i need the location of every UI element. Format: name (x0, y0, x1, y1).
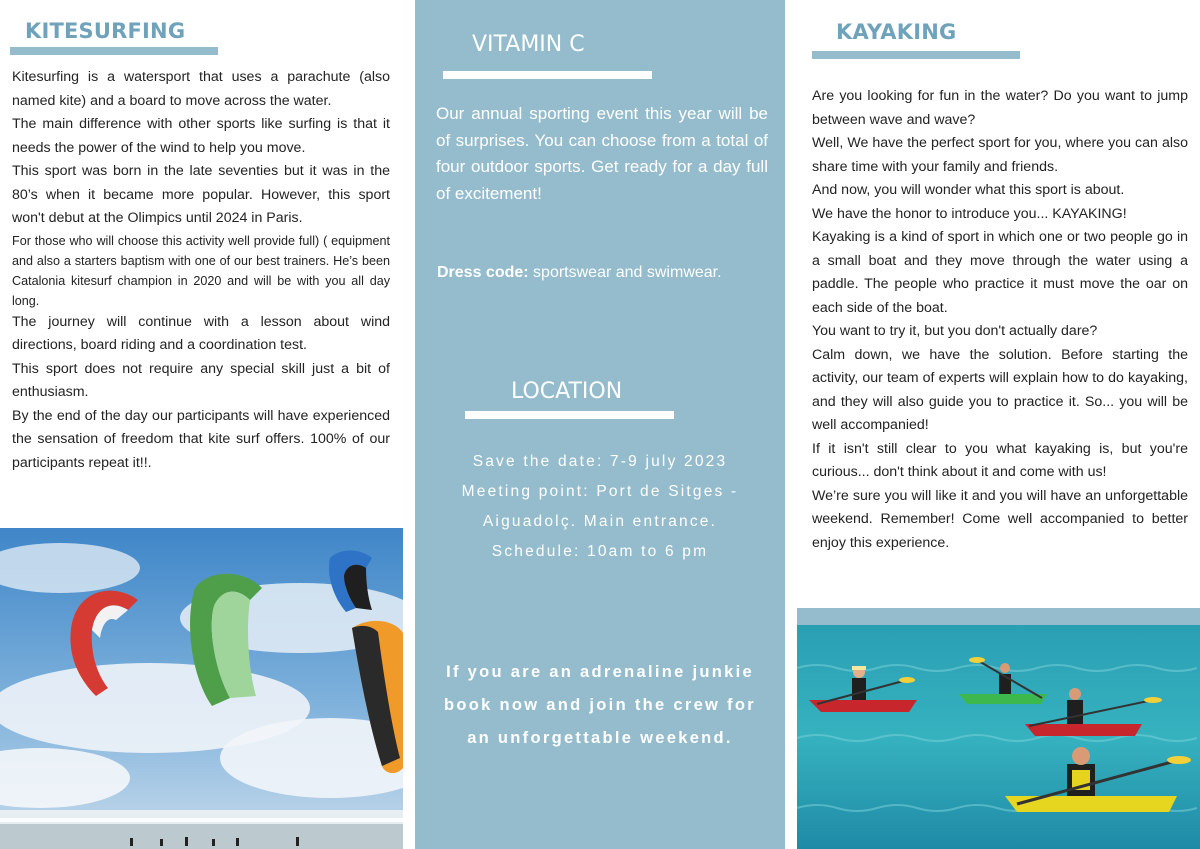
kite-paragraph: Kitesurfing is a watersport that uses a parachute (also named kite) and a board to move across the water. (12, 69, 390, 109)
kitesurfing-rule (10, 47, 218, 55)
kayak-paragraph: Are you looking for fun in the water? Do you want to jump between wave and wave? (812, 88, 1188, 128)
dress-code-label: Dress code: (437, 264, 529, 281)
kayak-paragraph: Kayaking is a kind of sport in which one or two people go in a small boat and they move through the water using a paddle. The people who practice it must move the oar on each side of the boat. (812, 229, 1188, 316)
kite-paragraph: The main difference with other sports like surfing is that it needs the power of the wind to help you move. (12, 116, 390, 156)
kayak-paragraph: We have the honor to introduce you... KAYAKING! (812, 205, 1127, 222)
dress-code (437, 264, 777, 282)
location-date: Save the date: 7-9 july 2023 (472, 453, 728, 470)
call-to-action (415, 656, 785, 755)
vitamin-c-heading: VITAMIN C (472, 32, 585, 57)
kitesurfing-text (12, 66, 390, 475)
kitesurfing-photo (0, 528, 403, 849)
cta-line: an unforgettable weekend. (467, 729, 733, 747)
kite-paragraph: The journey will continue with a lesson about wind directions, board riding and a coordination test. (12, 313, 390, 353)
kayak-paragraph: And now, you will wonder what this sport is about. (812, 182, 1125, 198)
kite-paragraph: This sport was born in the late seventies but it was in the 80’s when it became more popular. However, this sport won't debut at the Olimpics until 2024 in Paris. (12, 163, 390, 226)
location-heading: LOCATION (511, 379, 623, 404)
kayaking-heading: KAYAKING (836, 20, 957, 44)
cta-line: book now and join the crew for (444, 696, 756, 714)
cta-line: If you are an adrenaline junkie (446, 663, 754, 681)
kayak-paragraph: If it isn't still clear to you what kayaking is, but you're curious... don't think about it and come with us! (812, 440, 1188, 480)
vitamin-c-intro: Our annual sporting event this year will be of surprises. You can choose from a total of four outdoor sports. Get ready for a day full of excitement! (436, 104, 768, 203)
kayak-paragraph: Well, We have the perfect sport for you, where you can also share time with your family and friends. (812, 135, 1188, 175)
kayaking-photo (797, 608, 1200, 849)
kayaking-rule (812, 51, 1020, 59)
location-meeting-point: Meeting point: Port de Sitges - (461, 483, 739, 500)
kitesurfing-heading: KITESURFING (25, 19, 186, 43)
kayak-paragraph: Calm down, we have the solution. Before starting the activity, our team of experts will explain how to do kayaking, and they will also guide you to practice it. So... you will be well accompanied! (812, 346, 1188, 433)
kite-paragraph: By the end of the day our participants will have experienced the sensation of freedom that kite surf offers. 100% of our participants repeat it!!. (12, 407, 390, 471)
location-schedule: Schedule: 10am to 6 pm (491, 543, 709, 560)
kayaking-text (812, 85, 1188, 555)
location-rule (465, 411, 674, 419)
kite-paragraph: This sport does not require any special skill just a bit of enthusiasm. (12, 360, 390, 400)
location-entrance: Aiguadolç. Main entrance. (482, 513, 718, 530)
kite-paragraph: For those who will choose this activity well provide full) ( equipment and also a starters baptism with one of our best trainers. He’s been Catalonia kitesurf champion in 2020 and will be with you all day long. (12, 233, 390, 308)
kayak-paragraph: We’re sure you will like it and you will have an unforgettable weekend. Remember! Come well accompanied to better enjoy this experience. (812, 487, 1188, 551)
kayak-paragraph: You want to try it, but you don't actually dare? (812, 323, 1098, 339)
location-details (415, 447, 785, 567)
vitamin-c-rule (443, 71, 652, 79)
dress-code-value: sportswear and swimwear. (528, 264, 722, 281)
